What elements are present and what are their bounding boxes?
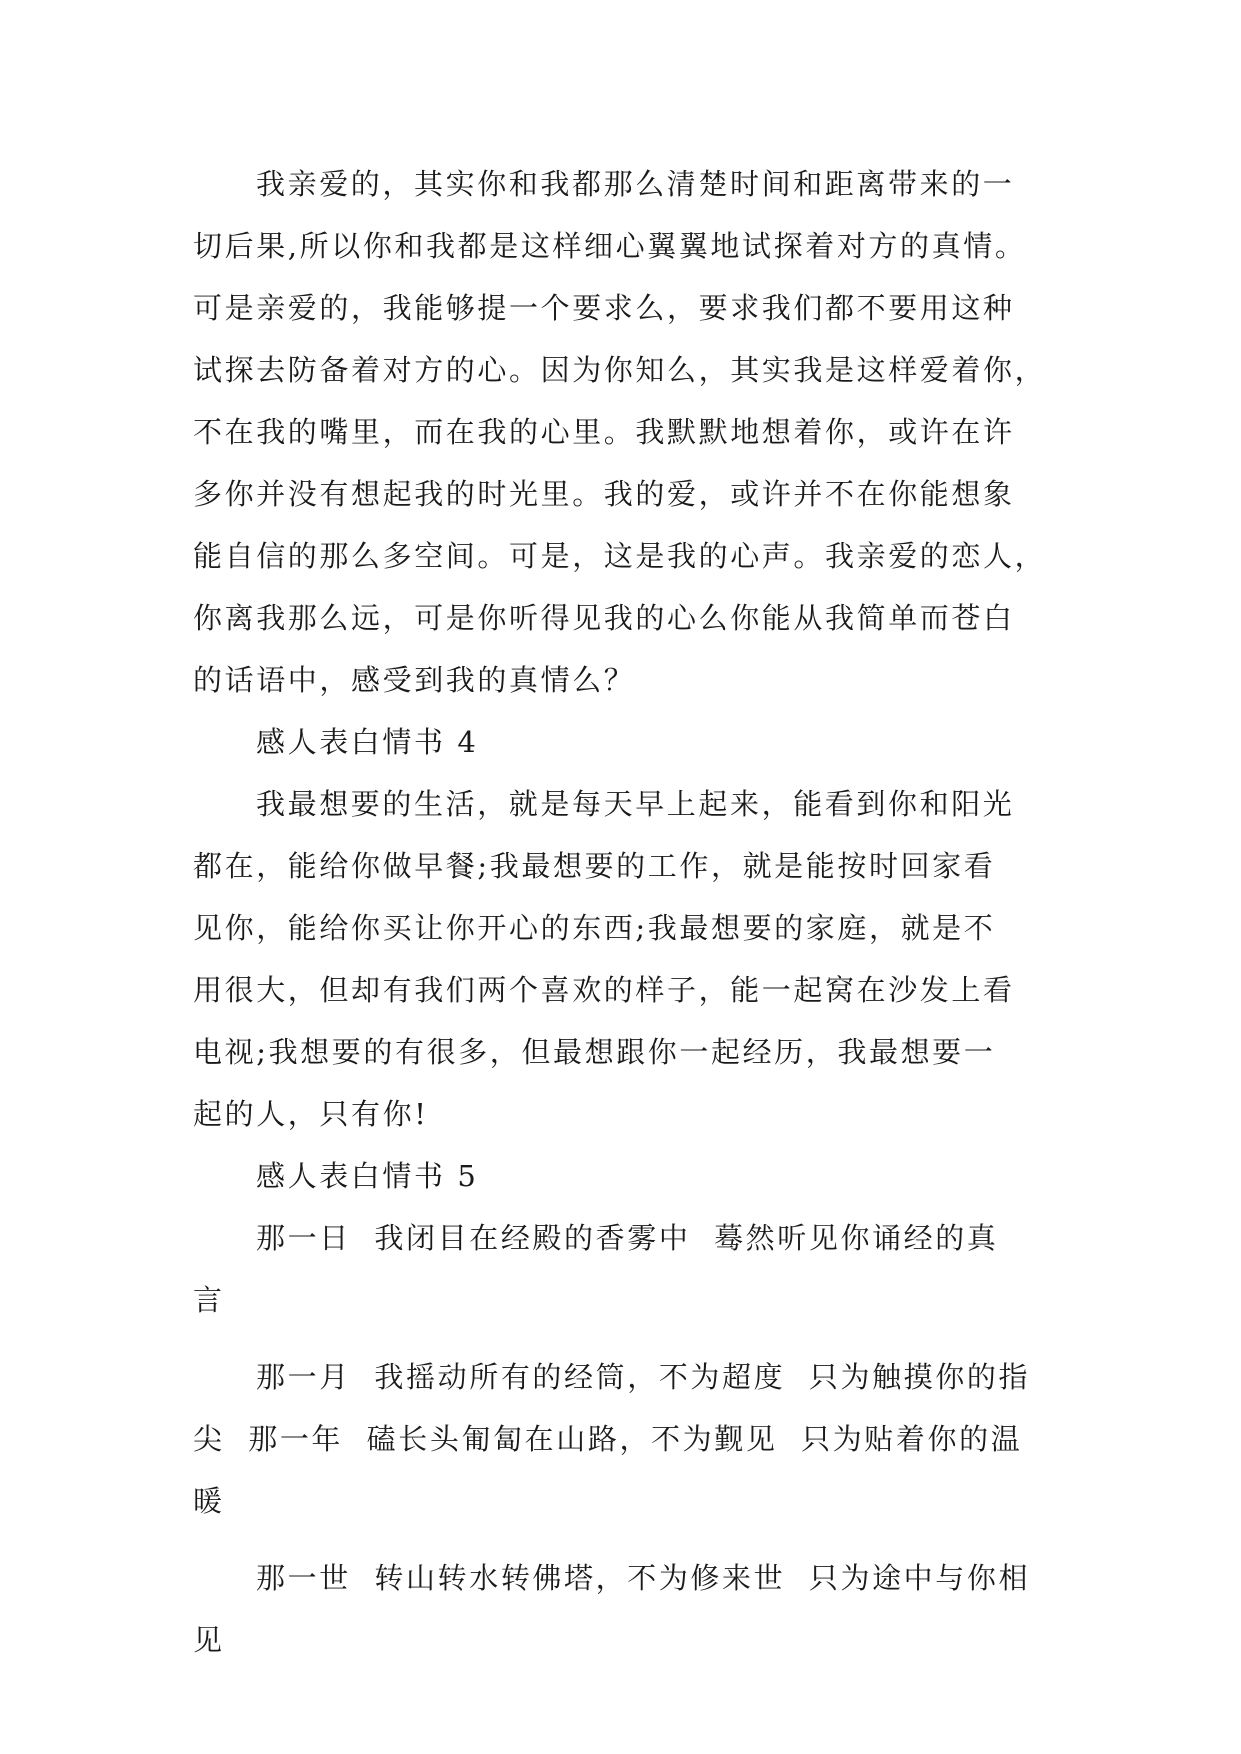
paragraph-line: 都在，能给你做早餐;我最想要的工作，就是能按时回家看	[193, 849, 996, 883]
paragraph-line: 可是亲爱的，我能够提一个要求么，要求我们都不要用这种	[193, 291, 1015, 325]
paragraph-line: 那一世 转山转水转佛塔，不为修来世 只为途中与你相	[256, 1561, 1031, 1595]
paragraph-line: 的话语中，感受到我的真情么？	[193, 663, 636, 697]
paragraph-line: 见	[193, 1623, 225, 1657]
paragraph-line: 那一日 我闭目在经殿的香雾中 蓦然听见你诵经的真	[256, 1221, 999, 1255]
paragraph-line: 多你并没有想起我的时光里。我的爱，或许并不在你能想象	[193, 477, 1015, 511]
paragraph-line: 试探去防备着对方的心。因为你知么，其实我是这样爱着你，	[193, 353, 1047, 387]
section-heading: 感人表白情书 4	[256, 725, 479, 759]
paragraph-line: 用很大，但却有我们两个喜欢的样子，能一起窝在沙发上看	[193, 973, 1015, 1007]
paragraph-line: 切后果,所以你和我都是这样细心翼翼地试探着对方的真情。	[193, 229, 1027, 263]
paragraph-line: 我最想要的生活，就是每天早上起来，能看到你和阳光	[256, 787, 1015, 821]
paragraph-line: 你离我那么远，可是你听得见我的心么你能从我简单而苍白	[193, 601, 1015, 635]
section-heading: 感人表白情书 5	[256, 1159, 479, 1193]
paragraph-line: 见你，能给你买让你开心的东西;我最想要的家庭，就是不	[193, 911, 996, 945]
paragraph-line: 我亲爱的，其实你和我都那么清楚时间和距离带来的一	[256, 167, 1015, 201]
paragraph-line: 那一月 我摇动所有的经筒，不为超度 只为触摸你的指	[256, 1360, 1031, 1394]
paragraph-line: 不在我的嘴里，而在我的心里。我默默地想着你，或许在许	[193, 415, 1015, 449]
paragraph-line: 电视;我想要的有很多，但最想跟你一起经历，我最想要一	[193, 1035, 996, 1069]
paragraph-line: 言	[193, 1283, 225, 1317]
paragraph-line: 能自信的那么多空间。可是，这是我的心声。我亲爱的恋人，	[193, 539, 1047, 573]
paragraph-line: 暖	[193, 1484, 225, 1518]
paragraph-line: 尖 那一年 磕长头匍匐在山路，不为觐见 只为贴着你的温	[193, 1422, 1023, 1456]
paragraph-line: 起的人，只有你!	[193, 1097, 429, 1131]
